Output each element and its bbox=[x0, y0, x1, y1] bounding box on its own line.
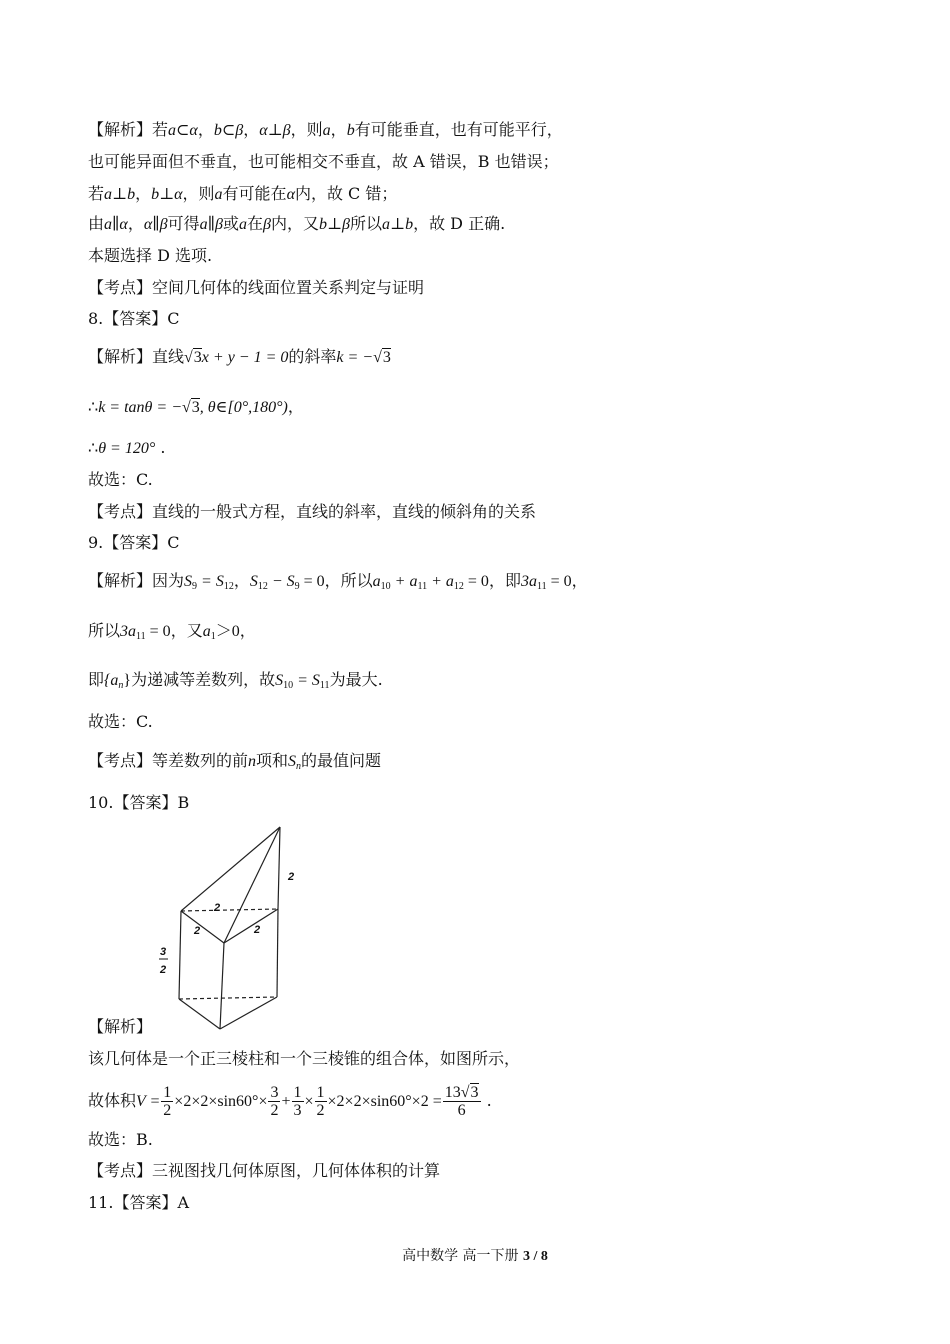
math: b⊥α bbox=[151, 186, 183, 203]
q8-line-3 bbox=[88, 437, 165, 460]
subscript: 12 bbox=[453, 581, 464, 592]
math: } bbox=[123, 672, 132, 689]
text: ， bbox=[287, 397, 304, 416]
footer-text: 高中数学 高一下册 bbox=[402, 1248, 523, 1264]
text: 在 bbox=[246, 214, 263, 233]
sqrt-sign: √ bbox=[373, 349, 382, 366]
math: α bbox=[286, 186, 295, 203]
math: = S bbox=[197, 573, 224, 590]
denominator: 2 bbox=[270, 1102, 279, 1119]
sqrt-sign: √ bbox=[460, 1084, 470, 1101]
fraction bbox=[268, 1084, 280, 1119]
label-right: 2 bbox=[254, 924, 261, 936]
math: 3 bbox=[191, 399, 200, 416]
text: ， bbox=[571, 571, 588, 590]
q7-line-1 bbox=[88, 119, 563, 142]
q10-answer: 10.【答案】B bbox=[88, 793, 190, 812]
math: β bbox=[263, 216, 271, 233]
fraction bbox=[443, 1084, 481, 1119]
math: {a bbox=[104, 672, 119, 689]
prism-pyramid-figure bbox=[150, 822, 300, 1032]
math: 13 bbox=[444, 1084, 461, 1101]
q9-kaodian bbox=[88, 750, 381, 778]
denominator: 6 bbox=[457, 1102, 466, 1119]
subscript: 12 bbox=[257, 581, 268, 592]
math: n bbox=[248, 753, 257, 770]
text: 【解析】直线 bbox=[88, 347, 185, 366]
text: 或 bbox=[222, 214, 239, 233]
fraction bbox=[315, 1084, 327, 1119]
q10-line-3: 故选：B. bbox=[88, 1130, 153, 1149]
edge bbox=[181, 911, 224, 943]
edge bbox=[220, 997, 277, 1029]
math: a bbox=[202, 623, 211, 640]
fraction bbox=[161, 1084, 173, 1119]
text: . bbox=[481, 1091, 492, 1110]
math: a∥α bbox=[104, 216, 128, 233]
q8-answer: 8.【答案】C bbox=[88, 309, 180, 328]
hidden-edge bbox=[181, 909, 278, 911]
math: ＞0 bbox=[215, 623, 240, 640]
text: ， bbox=[197, 120, 214, 139]
text: ，则 bbox=[182, 184, 215, 203]
text: 所以 bbox=[88, 621, 121, 640]
text: 的最值问题 bbox=[301, 751, 382, 770]
text: 即 bbox=[88, 670, 105, 689]
subscript: 10 bbox=[380, 581, 391, 592]
denominator: 2 bbox=[316, 1102, 325, 1119]
math: a∥β bbox=[199, 216, 223, 233]
math: S bbox=[275, 672, 284, 689]
q9-line-3 bbox=[88, 669, 383, 697]
text: ， bbox=[330, 120, 347, 139]
q8-kaodian: 【考点】直线的一般式方程，直线的斜率，直线的倾斜角的关系 bbox=[88, 502, 537, 521]
text: ， bbox=[127, 214, 144, 233]
subscript: 1 bbox=[210, 631, 216, 642]
q10-jiexi: 【解析】 bbox=[88, 1017, 153, 1036]
q7-line-4 bbox=[88, 213, 505, 236]
text: 内，又 bbox=[270, 214, 319, 233]
math: α∥β bbox=[143, 216, 168, 233]
subscript: 11 bbox=[536, 581, 547, 592]
subscript: 9 bbox=[294, 581, 300, 592]
text: ， bbox=[239, 621, 256, 640]
text: 所以 bbox=[350, 214, 383, 233]
text: ，即 bbox=[488, 571, 521, 590]
edge bbox=[179, 999, 220, 1029]
text: 有可能垂直，也有可能平行， bbox=[354, 120, 563, 139]
numerator: 1 bbox=[163, 1084, 172, 1101]
text: 故体积 bbox=[88, 1091, 137, 1110]
therefore-symbol: ∴ bbox=[88, 438, 99, 457]
text: ，则 bbox=[290, 120, 323, 139]
math: b bbox=[346, 122, 355, 139]
math: ×2×2×sin60°×2 = bbox=[327, 1093, 442, 1110]
math: 3 bbox=[470, 1084, 479, 1101]
text: 的斜率 bbox=[288, 347, 337, 366]
text: 【考点】等差数列的前 bbox=[88, 751, 249, 770]
math: a⊥b bbox=[382, 216, 414, 233]
q8-line-1 bbox=[88, 346, 391, 369]
q9-line-1 bbox=[88, 570, 588, 598]
q7-kaodian: 【考点】空间几何体的线面位置关系判定与证明 bbox=[88, 278, 425, 297]
text: . bbox=[155, 438, 166, 457]
edge bbox=[277, 909, 278, 997]
subscript: 12 bbox=[223, 581, 234, 592]
math: k = tanθ = − bbox=[98, 399, 182, 416]
numerator: 1 bbox=[316, 1084, 325, 1101]
math: a bbox=[372, 573, 381, 590]
page-footer bbox=[0, 1245, 950, 1265]
math: a bbox=[322, 122, 331, 139]
math: + a bbox=[390, 573, 418, 590]
subscript: n bbox=[296, 761, 302, 772]
text: 内，故 C 错； bbox=[294, 184, 398, 203]
text: 若 bbox=[88, 184, 105, 203]
math: 3 bbox=[382, 349, 391, 366]
math: b⊥β bbox=[318, 216, 350, 233]
q8-line-2 bbox=[88, 396, 304, 419]
numerator bbox=[443, 1084, 481, 1102]
label-side-num: 3 bbox=[160, 946, 167, 958]
subscript: 11 bbox=[136, 631, 146, 642]
q9-answer: 9.【答案】C bbox=[88, 533, 180, 552]
q9-line-2 bbox=[88, 620, 256, 648]
label-top: 2 bbox=[214, 902, 221, 914]
q10-line-1: 该几何体是一个正三棱柱和一个三棱锥的组合体，如图所示， bbox=[88, 1049, 521, 1068]
label-left: 2 bbox=[194, 925, 201, 937]
math: 3a bbox=[520, 573, 537, 590]
numerator: 3 bbox=[270, 1084, 279, 1101]
math: 3a bbox=[120, 623, 137, 640]
math: b⊂β bbox=[213, 122, 244, 139]
q7-line-2: 也可能异面但不垂直，也可能相交不垂直，故 A 错误，B 也错误； bbox=[88, 152, 559, 171]
math: S bbox=[249, 573, 258, 590]
q11-answer: 11.【答案】A bbox=[88, 1193, 190, 1212]
subscript: 10 bbox=[283, 680, 294, 691]
label-height: 2 bbox=[288, 871, 295, 883]
math: = S bbox=[293, 672, 320, 689]
math: = 0 bbox=[299, 573, 325, 590]
math: x + y − 1 = 0 bbox=[201, 349, 289, 366]
denominator: 2 bbox=[163, 1102, 172, 1119]
math: − S bbox=[267, 573, 295, 590]
subscript: 11 bbox=[417, 581, 428, 592]
math: S bbox=[184, 573, 193, 590]
subscript: 9 bbox=[192, 581, 198, 592]
text: 为最大. bbox=[329, 670, 383, 689]
math: 3 bbox=[193, 349, 202, 366]
math: + bbox=[281, 1093, 291, 1110]
text: 有可能在 bbox=[222, 184, 287, 203]
edge bbox=[181, 827, 280, 911]
label-side-den: 2 bbox=[160, 964, 167, 976]
text: ， bbox=[233, 571, 250, 590]
numerator: 1 bbox=[293, 1084, 302, 1101]
math: ×2×2×sin60°× bbox=[174, 1093, 268, 1110]
q10-volume bbox=[88, 1084, 492, 1119]
math: × bbox=[304, 1093, 314, 1110]
math: a bbox=[214, 186, 223, 203]
edge bbox=[220, 943, 224, 1029]
subscript: n bbox=[118, 680, 124, 691]
text: 可得 bbox=[167, 214, 200, 233]
text: 由 bbox=[88, 214, 105, 233]
q7-line-5: 本题选择 D 选项. bbox=[88, 246, 213, 265]
fraction bbox=[292, 1084, 304, 1119]
sqrt-sign: √ bbox=[181, 399, 191, 416]
sqrt-sign: √ bbox=[184, 349, 193, 366]
math: = 0 bbox=[145, 623, 171, 640]
page-number: 3 / 8 bbox=[523, 1249, 548, 1264]
therefore-symbol: ∴ bbox=[88, 397, 99, 416]
q7-line-3 bbox=[88, 183, 397, 206]
text: ， bbox=[243, 120, 260, 139]
subscript: 11 bbox=[319, 680, 330, 691]
text: 【解析】若 bbox=[88, 120, 169, 139]
math: S bbox=[288, 753, 297, 770]
q9-line-4: 故选：C. bbox=[88, 712, 153, 731]
math: = 0 bbox=[546, 573, 572, 590]
math: a⊥b bbox=[104, 186, 136, 203]
denominator: 3 bbox=[293, 1102, 302, 1119]
math: θ = 120° bbox=[98, 440, 156, 457]
text: ，故 D 正确. bbox=[413, 214, 506, 233]
math: a bbox=[238, 216, 247, 233]
math: a⊂α bbox=[168, 122, 198, 139]
text: 项和 bbox=[256, 751, 289, 770]
edge bbox=[179, 911, 181, 999]
text: ， bbox=[135, 184, 152, 203]
edge bbox=[278, 827, 280, 909]
math: + a bbox=[427, 573, 454, 590]
text: 为递减等差数列，故 bbox=[131, 670, 276, 689]
math: = 0 bbox=[463, 573, 489, 590]
text: 【解析】因为 bbox=[88, 571, 185, 590]
math: , θ∈[0°,180°) bbox=[199, 399, 288, 416]
text: ，又 bbox=[170, 621, 203, 640]
math: α⊥β bbox=[259, 122, 291, 139]
q10-kaodian: 【考点】三视图找几何体原图，几何体体积的计算 bbox=[88, 1161, 441, 1180]
hidden-edge bbox=[179, 997, 277, 999]
text: ，所以 bbox=[324, 571, 373, 590]
math: V = bbox=[136, 1093, 161, 1110]
math: k = − bbox=[336, 349, 374, 366]
q8-line-4: 故选：C. bbox=[88, 470, 153, 489]
